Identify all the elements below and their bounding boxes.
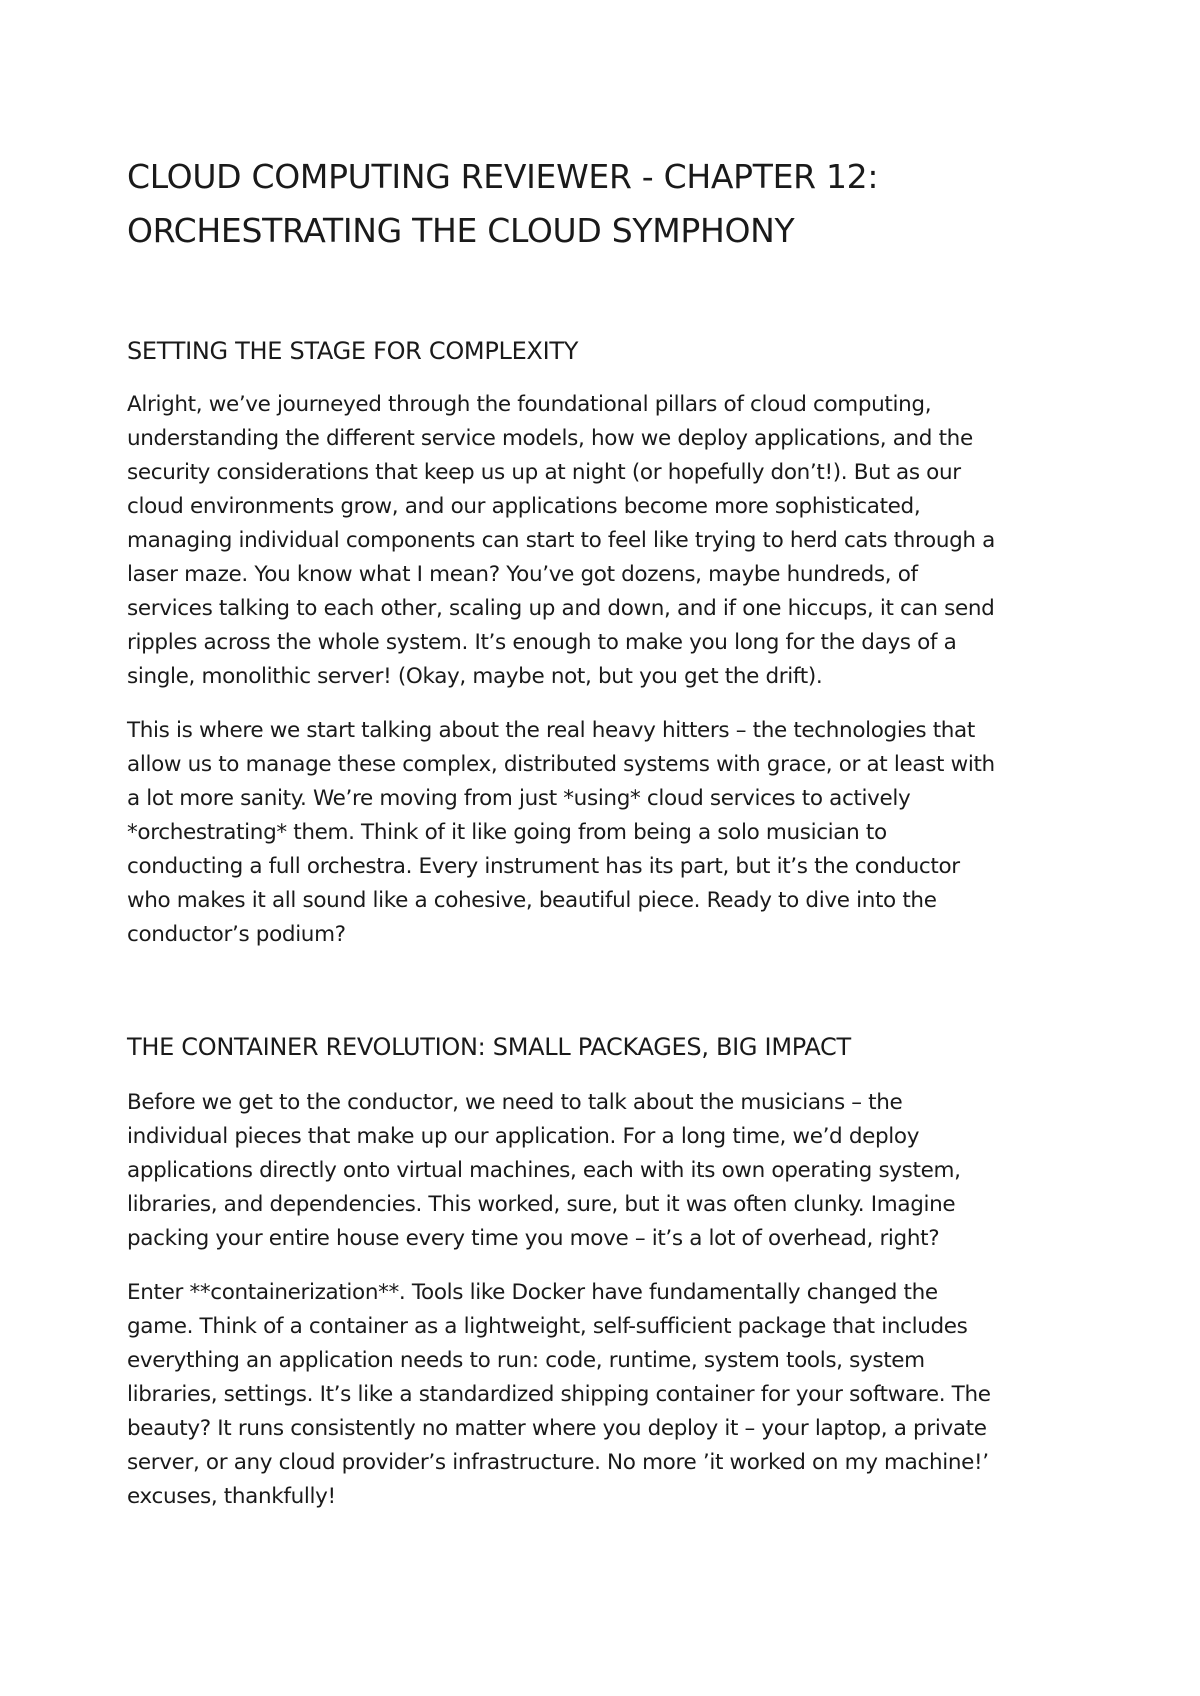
section-heading-setting-the-stage: SETTING THE STAGE FOR COMPLEXITY <box>127 337 579 365</box>
section-heading-container-revolution: THE CONTAINER REVOLUTION: SMALL PACKAGES, BIG IMPACT <box>127 1033 851 1061</box>
paragraph: This is where we start talking about the real heavy hitters – the technologies that allow us to manage these complex, distributed systems with grace, or at least with a lot more sanity. We’re moving from just *using* cloud services to actively *orchestrating* them. Think of it like going from being a solo musician to conducting a full orchestra. Every instrument has its part, but it’s the conductor who makes it all sound like a cohesive, beautiful piece. Ready to dive into the conductor’s podium? <box>127 718 995 947</box>
document-title: CLOUD COMPUTING REVIEWER - CHAPTER 12: ORCHESTRATING THE CLOUD SYMPHONY <box>127 157 879 250</box>
paragraph: Before we get to the conductor, we need to talk about the musicians – the individual pieces that make up our application. For a long time, we’d deploy applications directly onto virtual machines, each with its own operating system, libraries, and dependencies. This worked, sure, but it was often clunky. Imagine packing your entire house every time you move – it’s a lot of overhead, right? <box>127 1090 961 1251</box>
paragraph: Alright, we’ve journeyed through the foundational pillars of cloud computing, understanding the different service models, how we deploy applications, and the security considerations that keep us up at night (or hopefully don’t!). But as our cloud environments grow, and our applications become more sophisticated, managing individual components can start to feel like trying to herd cats through a laser maze. You know what I mean? You’ve got dozens, maybe hundreds, of services talking to each other, scaling up and down, and if one hiccups, it can send ripples across the whole system. It’s enough to make you long for the days of a single, monolithic server! (Okay, maybe not, but you get the drift). <box>127 392 995 689</box>
document-page <box>127 150 1087 1514</box>
paragraph: Enter **containerization**. Tools like Docker have fundamentally changed the game. Think of a container as a lightweight, self-sufficient package that includes everything an application needs to run: code, runtime, system tools, system libraries, settings. It’s like a standardized shipping container for your software. The beauty? It runs consistently no matter where you deploy it – your laptop, a private server, or any cloud provider’s infrastructure. No more ’it worked on my machine!’ excuses, thankfully! <box>127 1280 991 1509</box>
